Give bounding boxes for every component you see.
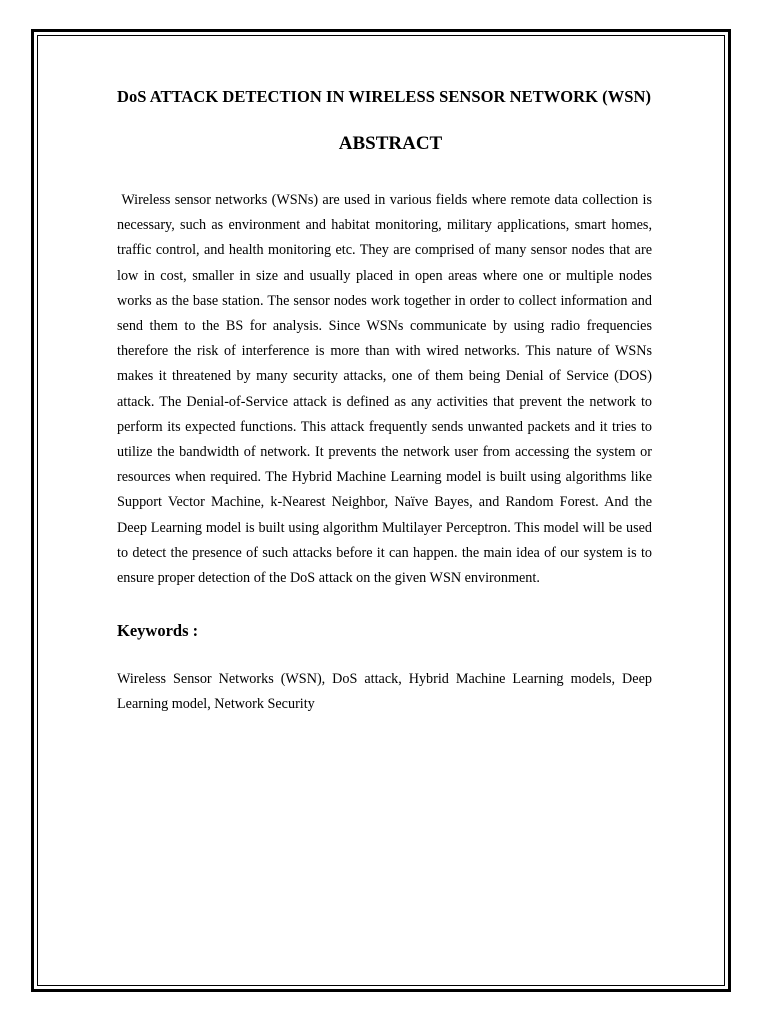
keywords-heading: Keywords : <box>117 621 199 641</box>
document-title: DoS ATTACK DETECTION IN WIRELESS SENSOR NETWORK (WSN) <box>117 87 651 106</box>
abstract-paragraph: Wireless sensor networks (WSNs) are used in various fields where remote data collection is necessary, such as environment and habitat monitoring, military applications, smart homes, traffic control, and health monitoring etc. They are comprised of many sensor nodes that are low in cost, smaller in size and usually placed in open areas where one or multiple nodes works as the base station. The sensor nodes work together in order to collect information and send them to the BS for analysis. Since WSNs communicate by using radio frequencies therefore the risk of interference is more than with wired networks. This nature of WSNs makes it threatened by many security attacks, one of them being Denial of Service (DOS) attack. The Denial-of-Service attack is defined as any activities that prevent the network to perform its expected functions. This attack frequently sends unwanted packets and it tries to utilize the bandwidth of network. It prevents the network user from accessing the system or resources when required. The Hybrid Machine Learning model is built using algorithms like Support Vector Machine, k-Nearest Neighbor, Naïve Bayes, and Random Forest. And the Deep Learning model is built using algorithm Multilayer Perceptron. This model will be used to detect the presence of such attacks before it can happen. the main idea of our system is to ensure proper detection of the DoS attack on the given WSN environment. <box>117 192 652 587</box>
document-content <box>117 87 652 718</box>
keywords-paragraph: Wireless Sensor Networks (WSN), DoS attack, Hybrid Machine Learning models, Deep Learning model, Network Security <box>117 671 652 713</box>
abstract-heading: ABSTRACT <box>338 133 443 154</box>
